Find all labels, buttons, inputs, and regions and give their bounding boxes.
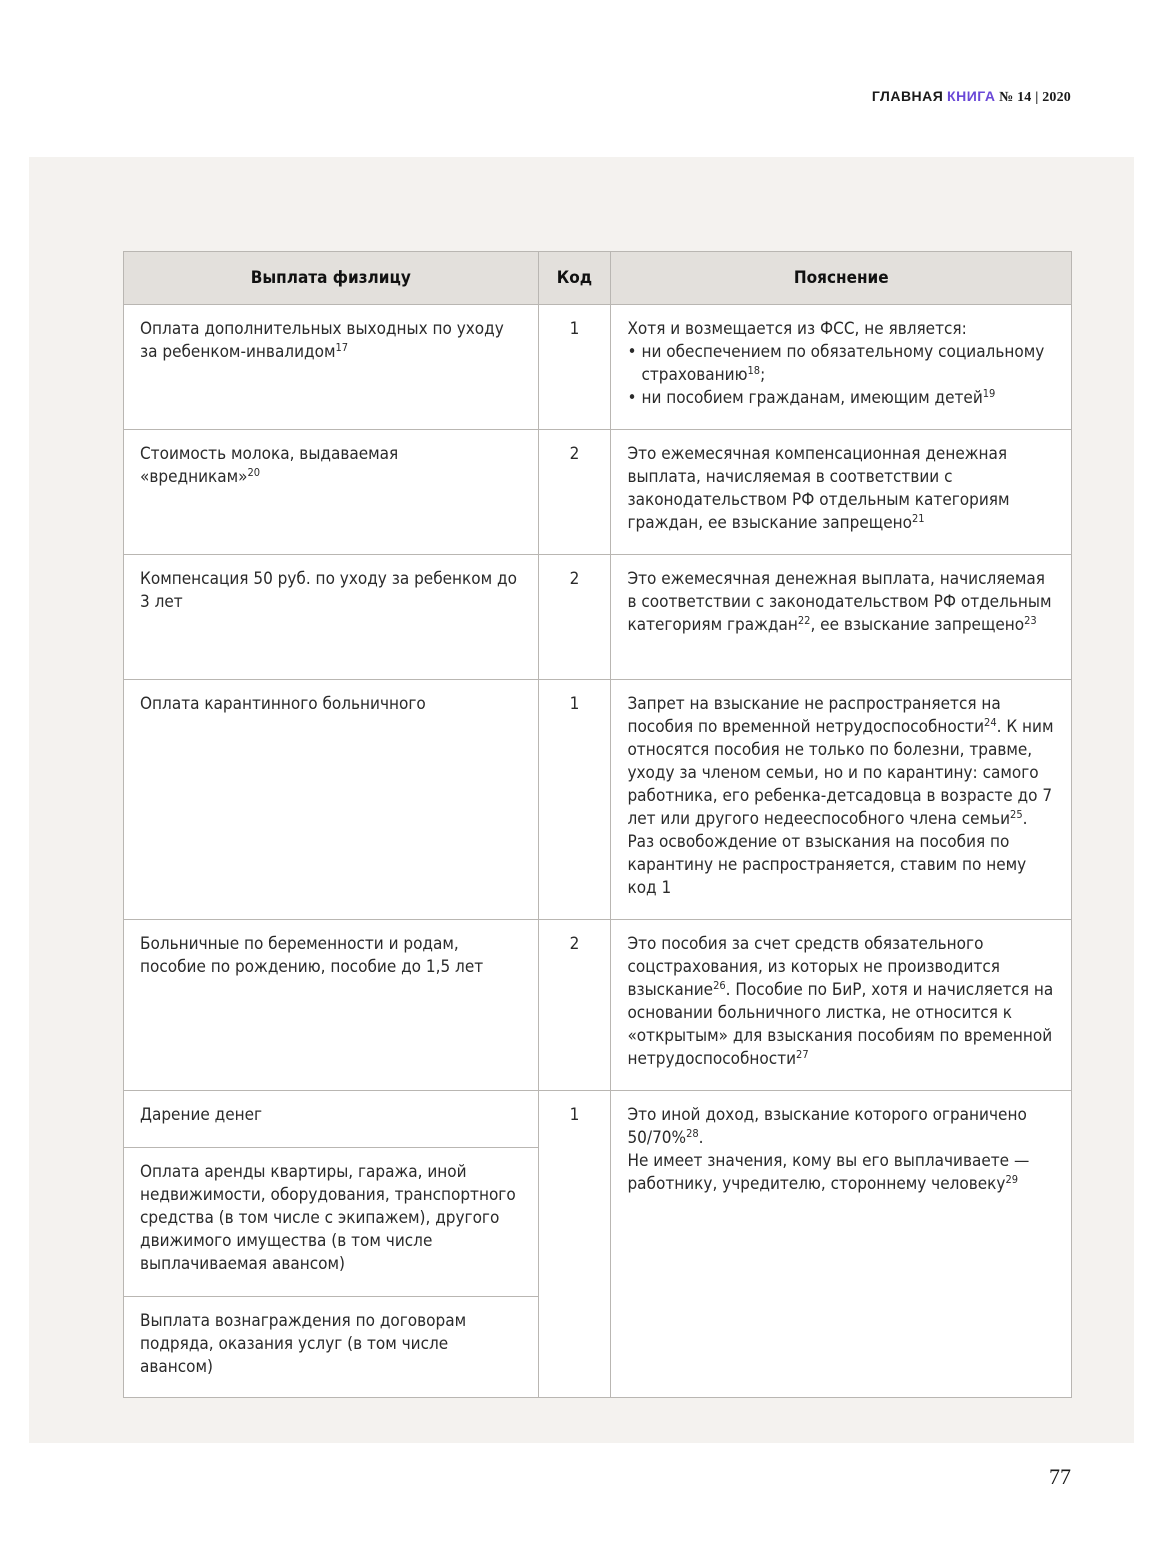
explanation-cell: Хотя и возмещается из ФСС, не является: • ни обеспечением по обязательному социальному страхованию$^{18}$; • ни пособием гражданам, имеющим детей$^{19}$ bbox=[611, 305, 1072, 430]
table-row bbox=[124, 680, 1072, 920]
code-cell: 2 bbox=[538, 430, 611, 555]
payment-cell: Дарение денег bbox=[124, 1091, 539, 1148]
table-row bbox=[124, 305, 1072, 430]
issue-info: № 14 | 2020 bbox=[999, 90, 1071, 105]
brand-name-part2: КНИГА bbox=[947, 88, 996, 104]
explanation-cell: Это пособия за счет средств обязательного соцстрахования, из которых не производится взыскание$^{26}$. Пособие по БиР, хотя и начисляется на основании больничного листка, не относится к «открытым» для взыскания пособиям по временной нетрудоспособности$^{27}$ bbox=[611, 920, 1072, 1091]
list-item: • ни пособием гражданам, имеющим детей$^{19}$ bbox=[627, 387, 1055, 410]
payments-table bbox=[123, 251, 1072, 1398]
table-row bbox=[124, 920, 1072, 1091]
payment-cell: Компенсация 50 руб. по уходу за ребенком до 3 лет bbox=[124, 555, 539, 680]
payment-cell: Оплата карантинного больничного bbox=[124, 680, 539, 920]
list-item: • ни обеспечением по обязательному социальному страхованию$^{18}$; bbox=[627, 341, 1055, 387]
column-header-code: Код bbox=[538, 252, 611, 305]
explanation-cell: Это иной доход, взыскание которого ограничено 50/70%$^{28}$. Не имеет значения, кому вы его выплачиваете — работнику, учредителю, стороннему человеку$^{29}$ bbox=[611, 1091, 1072, 1398]
payment-cell: Стоимость молока, выдаваемая «вредникам»$^{20}$ bbox=[124, 430, 539, 555]
column-header-payment: Выплата физлицу bbox=[124, 252, 539, 305]
explanation-cell: Это ежемесячная денежная выплата, начисляемая в соответствии с законодательством РФ отдельным категориям граждан$^{22}$, ее взыскание запрещено$^{23}$ bbox=[611, 555, 1072, 680]
column-header-explanation: Пояснение bbox=[611, 252, 1072, 305]
table-header-row bbox=[124, 252, 1072, 305]
code-cell: 2 bbox=[538, 920, 611, 1091]
explanation-cell: Запрет на взыскание не распространяется на пособия по временной нетрудоспособности$^{24}$. К ним относятся пособия не только по болезни, травме, уходу за членом семьи, но и по карантину: самого работника, его ребенка-детсадовца в возрасте до 7 лет или другого недееспособного члена семьи$^{25}$. Раз освобождение от взыскания на пособия по карантину не распространяется, ставим по нему код 1 bbox=[611, 680, 1072, 920]
brand-name-part1: ГЛАВНАЯ bbox=[871, 88, 944, 104]
code-cell: 1 bbox=[538, 305, 611, 430]
payment-cell: Оплата дополнительных выходных по уходу за ребенком-инвалидом$^{17}$ bbox=[124, 305, 539, 430]
explanation-cell: Это ежемесячная компенсационная денежная выплата, начисляемая в соответствии с законодательством РФ отдельным категориям граждан, ее взыскание запрещено$^{21}$ bbox=[611, 430, 1072, 555]
payment-cell: Больничные по беременности и родам, пособие по рождению, пособие до 1,5 лет bbox=[124, 920, 539, 1091]
table-row bbox=[124, 430, 1072, 555]
table-row bbox=[124, 555, 1072, 680]
code-cell: 1 bbox=[538, 1091, 611, 1398]
code-cell: 1 bbox=[538, 680, 611, 920]
page-number: 77 bbox=[1049, 1464, 1071, 1489]
code-cell: 2 bbox=[538, 555, 611, 680]
running-header bbox=[872, 88, 1071, 106]
payment-cell: Выплата вознаграждения по договорам подряда, оказания услуг (в том числе авансом) bbox=[124, 1297, 539, 1398]
explanation-list bbox=[627, 341, 1055, 410]
table-row bbox=[124, 1091, 1072, 1148]
payment-cell: Оплата аренды квартиры, гаража, иной недвижимости, оборудования, транспортного средства (в том числе с экипажем), другого движимого имущества (в том числе выплачиваемая авансом) bbox=[124, 1148, 539, 1297]
